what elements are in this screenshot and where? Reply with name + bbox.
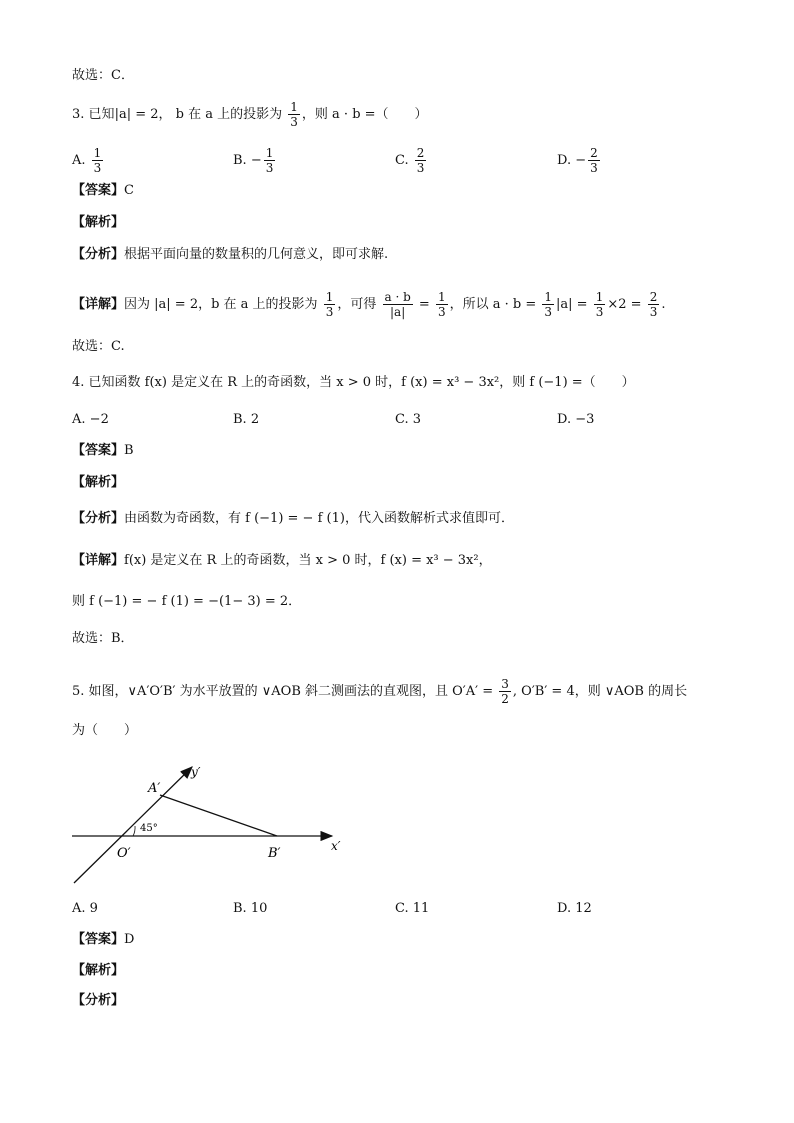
option-value: 3: [412, 412, 422, 427]
question-number: 3.: [72, 107, 85, 122]
xiangjie-text: ×2 =: [607, 297, 642, 312]
previous-conclusion: 故选：C．: [72, 68, 134, 83]
option-label: B.: [233, 901, 247, 916]
option-label: B.: [233, 412, 247, 427]
option-a: [72, 411, 109, 429]
denominator: 3: [93, 161, 102, 175]
stem-part: 已知: [88, 107, 115, 122]
option-value: 12: [575, 901, 592, 916]
option-label: D.: [557, 412, 572, 427]
point-b-label: B′: [268, 846, 281, 861]
option-label: A.: [72, 153, 86, 168]
xiangjie-text: 因为 |a| = 2，b 在 a 上的投影为: [124, 297, 318, 312]
numerator: 3: [501, 677, 509, 691]
xiangjie-text: |a| =: [556, 297, 588, 312]
answer-value: D: [124, 932, 135, 947]
point-o-label: O′: [117, 846, 131, 861]
oblique-projection-figure: [60, 760, 360, 890]
segment-a-b: [160, 795, 277, 836]
fenxi-text: 由函数为奇函数，有 f (−1) = − f (1)，代入函数解析式求值即可．: [124, 511, 514, 526]
q4-conclusion: 故选：B．: [72, 631, 134, 646]
denominator: 3: [437, 305, 446, 319]
answer-tag: 【答案】: [72, 443, 125, 458]
fraction: [594, 290, 606, 319]
option-label: D.: [557, 153, 572, 168]
option-label: C.: [395, 412, 409, 427]
answer-tag: 【答案】: [72, 932, 125, 947]
numerator: 1: [544, 290, 553, 304]
jiexi-heading: 【解析】: [72, 475, 125, 490]
numerator: 1: [325, 290, 334, 304]
x-axis-label: x′: [331, 839, 341, 853]
option-label: B.: [233, 153, 247, 168]
xiangjie-tag: 【详解】: [72, 297, 125, 312]
option-d: [557, 900, 592, 918]
fraction: [499, 677, 511, 706]
option-label: C.: [395, 901, 409, 916]
question-5-stem: [72, 677, 687, 706]
stem-part: ，则 a · b =（ ）: [301, 107, 428, 122]
equals: =: [418, 297, 430, 312]
option-value: 2: [250, 412, 260, 427]
denominator: 3: [416, 161, 425, 175]
numerator: 2: [590, 146, 598, 160]
question-4-stem: 4. 已知函数 f(x) 是定义在 R 上的奇函数，当 x > 0 时，f (x) = x³ − 3x²，则 f (−1) =（ ）: [72, 375, 635, 390]
y-axis-label: y′: [191, 765, 201, 779]
stem-part: b 在 a 上的投影为: [175, 107, 283, 122]
denominator: 3: [544, 305, 553, 319]
fenxi-row: [72, 510, 514, 528]
numerator: 1: [93, 146, 102, 160]
option-a: [72, 900, 98, 918]
numerator: 1: [290, 100, 298, 114]
option-label: D.: [557, 901, 572, 916]
xiangjie-text: ，可得: [337, 297, 377, 312]
fenxi-tag: 【分析】: [72, 247, 125, 262]
answer-row: [72, 442, 134, 460]
answer-row: [72, 931, 134, 949]
fenxi-heading: 【分析】: [72, 993, 125, 1008]
xiangjie-row: [72, 552, 492, 570]
answer-value: C: [124, 183, 134, 198]
option-b: [233, 411, 259, 429]
stem-part: 5. 如图，∨A′O′B′ 为水平放置的 ∨AOB 斜二测画法的直观图，且 O′A′ =: [72, 684, 494, 699]
fenxi-text: 根据平面向量的数量积的几何意义，即可求解.: [124, 247, 389, 262]
numerator: 1: [265, 146, 274, 160]
option-value: 11: [412, 901, 430, 916]
option-label: C.: [395, 153, 409, 168]
point-a-label: A′: [148, 781, 161, 796]
option-c: [395, 900, 429, 918]
fraction: [264, 146, 276, 175]
fraction: [542, 290, 554, 319]
numerator: 1: [595, 290, 604, 304]
option-label: A.: [72, 412, 86, 427]
question-3-stem: [72, 100, 428, 129]
option-d: [557, 146, 602, 175]
fraction: [648, 290, 660, 319]
option-value: −2: [89, 412, 109, 427]
option-sign: −: [575, 153, 587, 168]
fraction: [383, 290, 413, 319]
question-5-stem-cont: 为（ ）: [72, 723, 138, 738]
answer-value: B: [124, 443, 134, 458]
denominator: 3: [649, 305, 658, 319]
fenxi-tag: 【分析】: [72, 511, 125, 526]
denominator: 3: [590, 161, 598, 175]
angle-label: 45°: [140, 823, 158, 834]
fraction: [92, 146, 104, 175]
denominator: |a|: [390, 305, 406, 319]
numerator: a · b: [384, 290, 411, 304]
option-value: 10: [250, 901, 268, 916]
fraction: [415, 146, 427, 175]
option-value: 9: [89, 901, 98, 916]
option-value: −3: [575, 412, 595, 427]
q3-conclusion: 故选：C.: [72, 339, 125, 354]
xiangjie-text: f(x) 是定义在 R 上的奇函数，当 x > 0 时，f (x) = x³ − 3x²，: [124, 553, 492, 568]
numerator: 2: [416, 146, 425, 160]
xiangjie-tag: 【详解】: [72, 553, 125, 568]
numerator: 1: [437, 290, 446, 304]
option-c: [395, 146, 428, 175]
answer-tag: 【答案】: [72, 183, 125, 198]
calculation-line: 则 f (−1) = − f (1) = −(1− 3) = 2．: [72, 594, 302, 609]
denominator: 2: [501, 692, 509, 706]
fraction: [288, 100, 300, 129]
denominator: 3: [595, 305, 604, 319]
xiangjie-text: ，所以 a · b =: [449, 297, 537, 312]
y-axis-line: [74, 767, 192, 883]
fenxi-row: [72, 246, 388, 264]
denominator: 3: [325, 305, 334, 319]
fraction: [324, 290, 336, 319]
option-c: [395, 411, 421, 429]
denominator: 3: [265, 161, 274, 175]
option-d: [557, 411, 594, 429]
stem-part: , O′B′ = 4，则 ∨AOB 的周长: [512, 684, 688, 699]
option-sign: −: [250, 153, 262, 168]
option-label: A.: [72, 901, 86, 916]
option-a: [72, 146, 105, 175]
fraction: [588, 146, 600, 175]
stem-part: |a| = 2，: [114, 107, 172, 122]
option-b: [233, 900, 267, 918]
denominator: 3: [290, 115, 298, 129]
fraction: [436, 290, 448, 319]
option-b: [233, 146, 277, 175]
jiexi-heading: 【解析】: [72, 215, 125, 230]
numerator: 2: [649, 290, 658, 304]
answer-row: [72, 182, 134, 200]
xiangjie-row: 【详解】因为 |a| = 2，b 在 a 上的投影为 $\frac{1}{3}$ ，可得 $\frac{a \cdot b}{|a|}$ = $\frac{1}{3}$ ，所以 a · b = $\frac{1}{3}$ |a| = $\frac{1}{3}$ ×2 = $\frac{2}{3}$ .: [72, 290, 666, 319]
jiexi-heading: 【解析】: [72, 963, 125, 978]
angle-arc: [133, 826, 135, 836]
